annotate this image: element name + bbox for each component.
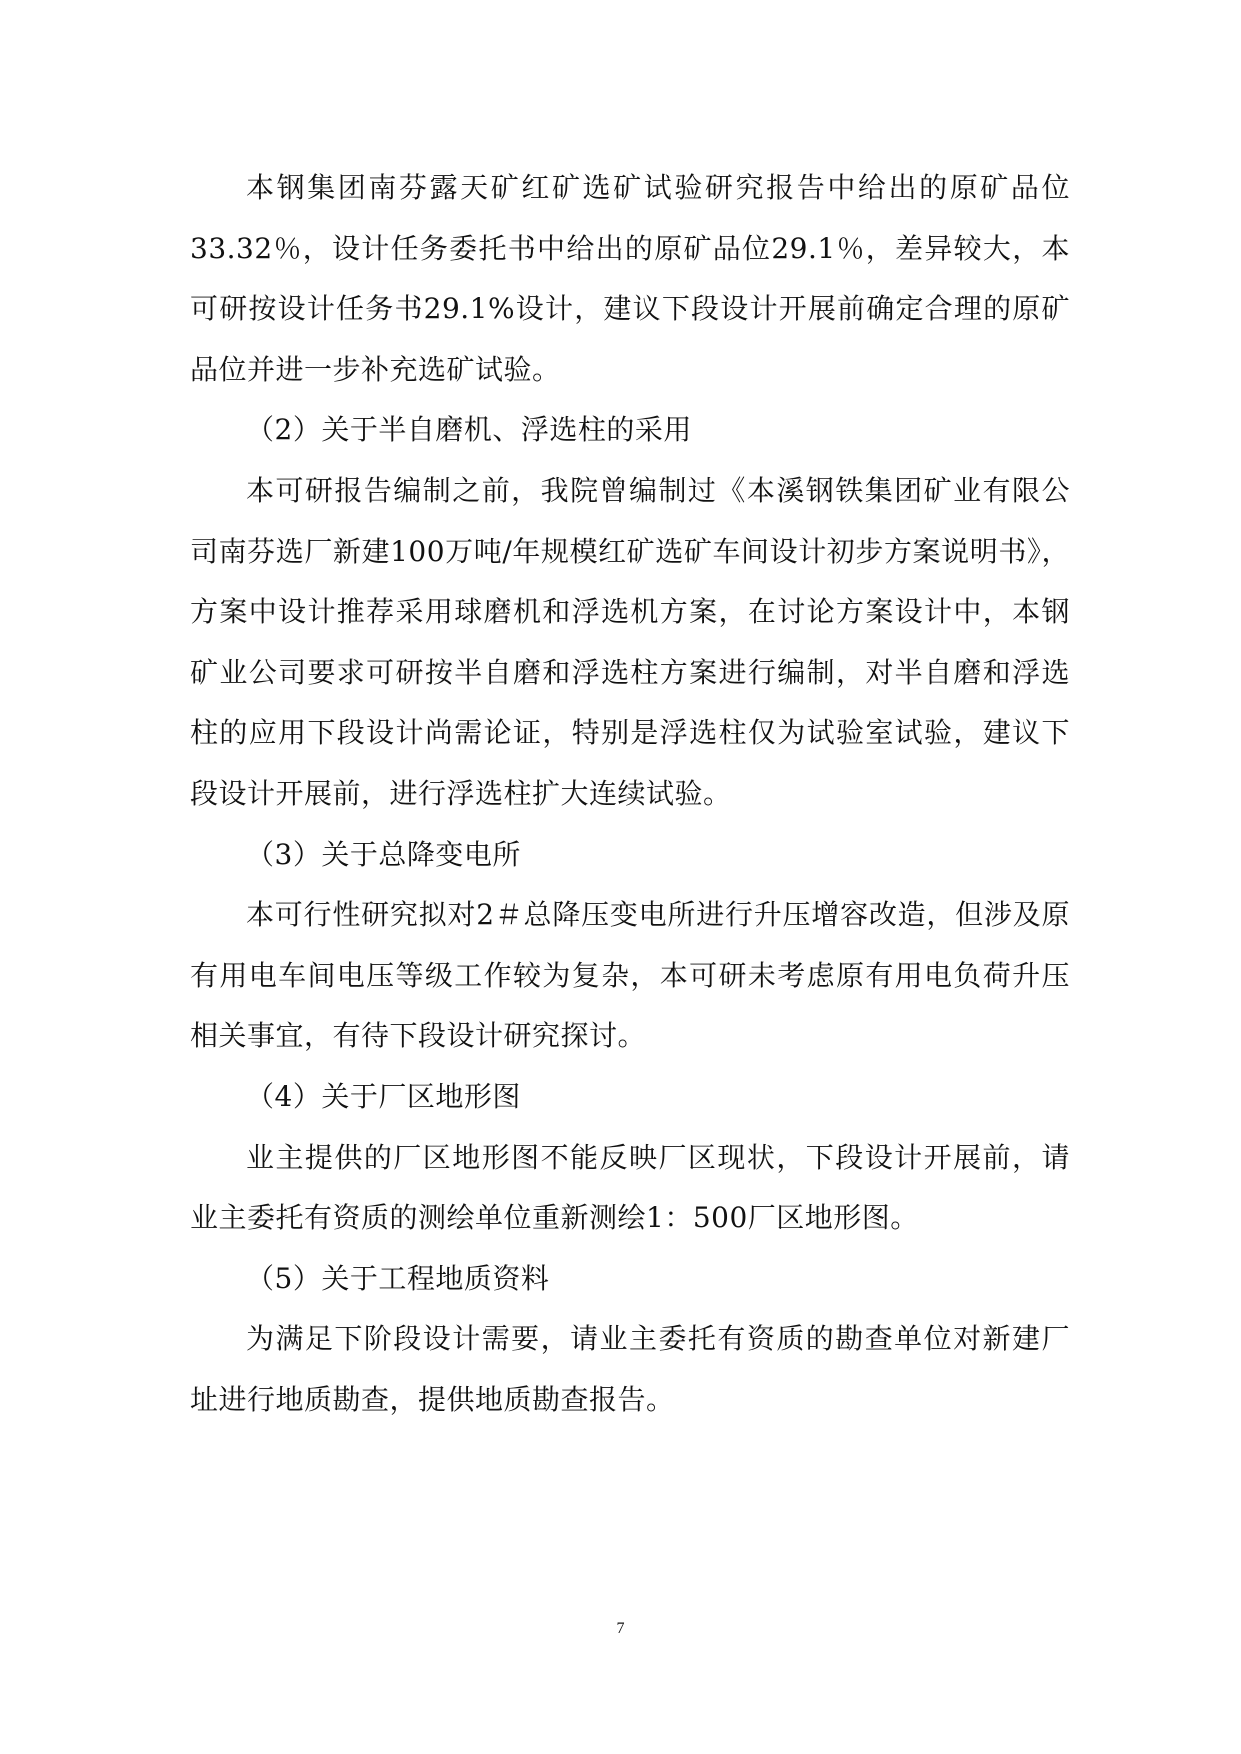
page-number: 7 bbox=[616, 1620, 625, 1637]
paragraph-topographic-map: 业主提供的厂区地形图不能反映厂区现状，下段设计开展前，请业主委托有资质的测绘单位重新测绘1：500厂区地形图。 bbox=[190, 1140, 1070, 1235]
paragraph-semi-autogenous-mill: 本可研报告编制之前，我院曾编制过《本溪钢铁集团矿业有限公司南芬选厂新建100万吨/年规模红矿选矿车间设计初步方案说明书》，方案中设计推荐采用球磨机和浮选机方案，在讨论方案设计中，本钢矿业公司要求可研按半自磨和浮选柱方案进行编制，对半自磨和浮选柱的应用下段设计尚需论证，特别是浮选柱仅为试验室试验，建议下段设计开展前，进行浮选柱扩大连续试验。 bbox=[190, 473, 1070, 810]
paragraph-ore-grade: 本钢集团南芬露天矿红矿选矿试验研究报告中给出的原矿品位33.32％，设计任务委托书中给出的原矿品位29.1％，差异较大，本可研按设计任务书29.1%设计，建议下段设计开展前确定合理的原矿品位并进一步补充选矿试验。 bbox=[190, 171, 1070, 386]
page-body bbox=[190, 158, 1070, 1430]
section-heading-geology: （5）关于工程地质资料 bbox=[246, 1261, 550, 1295]
section-heading-topographic-map: （4）关于厂区地形图 bbox=[246, 1079, 521, 1113]
section-heading-substation: （3）关于总降变电所 bbox=[246, 837, 521, 871]
paragraph-geology: 为满足下阶段设计需要，请业主委托有资质的勘查单位对新建厂址进行地质勘查，提供地质勘查报告。 bbox=[190, 1322, 1070, 1416]
paragraph-substation: 本可行性研究拟对2＃总降压变电所进行升压增容改造，但涉及原有用电车间电压等级工作较为复杂，本可研未考虑原有用电负荷升压相关事宜，有待下段设计研究探讨。 bbox=[190, 898, 1070, 1053]
section-heading-semi-autogenous-mill: （2）关于半自磨机、浮选柱的采用 bbox=[246, 413, 692, 447]
